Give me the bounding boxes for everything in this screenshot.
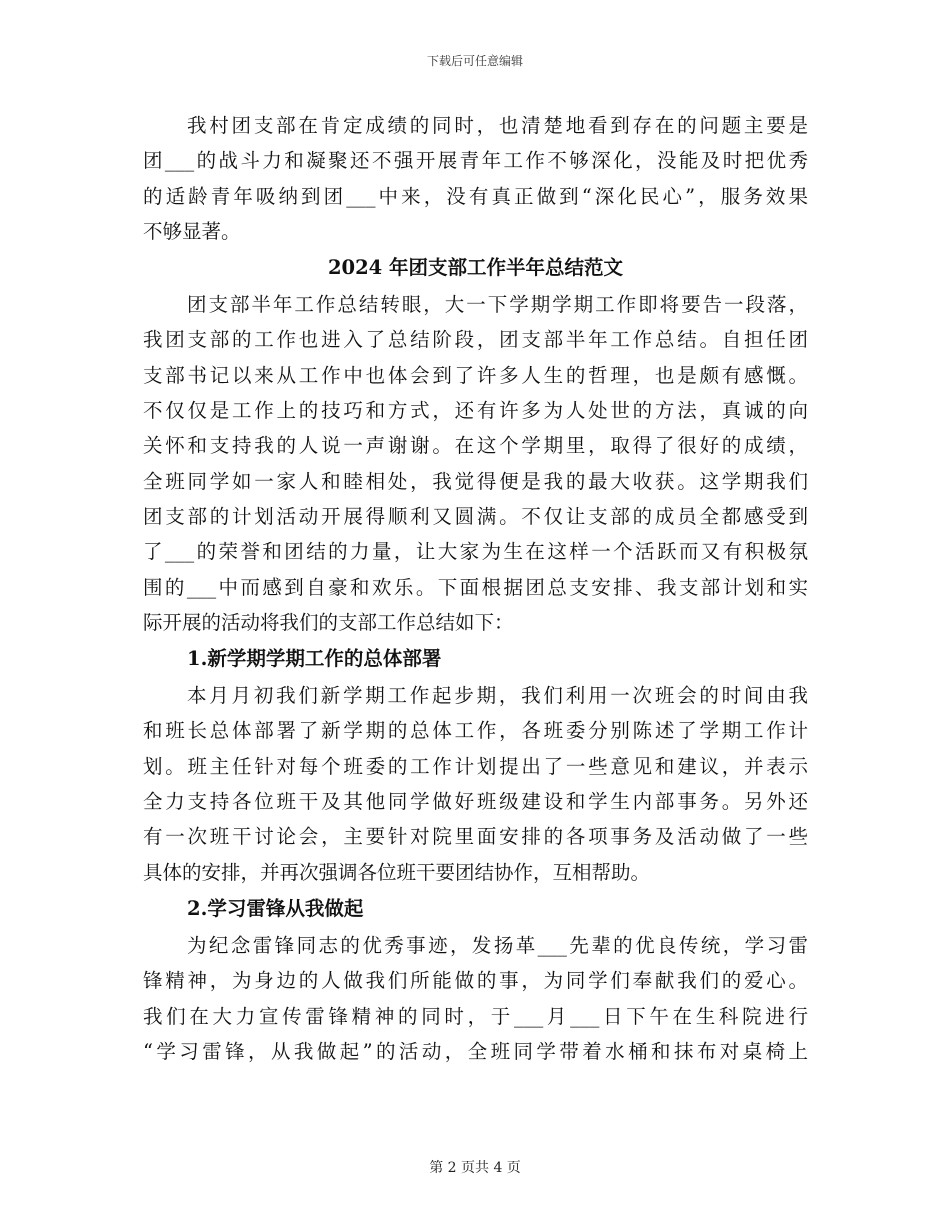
section-heading-2: 2.学习雷锋从我做起	[187, 896, 364, 920]
text-line: 不仅仅是工作上的技巧和方式，还有许多为人处世的方法，真诚的向	[143, 399, 808, 423]
text-line: 支部书记以来从工作中也体会到了许多人生的哲理，也是颇有感慨。	[143, 363, 808, 387]
text-line: 我们在大力宣传雷锋精神的同时，于___月___日下午在生科院进行	[143, 1004, 808, 1028]
paragraph-section-2	[143, 928, 808, 1069]
section-heading-1: 1.新学期学期工作的总体部署	[187, 647, 442, 671]
text-line: 围的___中而感到自豪和欢乐。下面根据团总支安排、我支部计划和实	[143, 575, 808, 599]
text-line: 和班长总体部署了新学期的总体工作，各班委分别陈述了学期工作计	[143, 719, 808, 743]
text-line: 全班同学如一家人和睦相处，我觉得便是我的最大收获。这学期我们	[143, 469, 808, 493]
text-line: 我团支部的工作也进入了总结阶段，团支部半年工作总结。自担任团	[143, 328, 808, 352]
paragraph-summary	[143, 287, 808, 640]
text-line: “学习雷锋，从我做起”的活动，全班同学带着水桶和抹布对桌椅上	[143, 1039, 808, 1063]
text-line: 本月月初我们新学期工作起步期，我们利用一次班会的时间由我	[187, 684, 808, 708]
text-line: 的适龄青年吸纳到团___中来，没有真正做到“深化民心”，服务效果	[143, 184, 808, 208]
text-line: 有一次班干讨论会，主要针对院里面安排的各项事务及活动做了一些	[143, 825, 808, 849]
document-body	[143, 108, 808, 1069]
text-line: 团___的战斗力和凝聚还不强开展青年工作不够深化，没能及时把优秀	[143, 149, 808, 173]
text-line: 划。班主任针对每个班委的工作计划提出了一些意见和建议，并表示	[143, 754, 808, 778]
page-footer: 第 2 页共 4 页	[429, 1160, 521, 1176]
text-line: 不够显著。	[143, 219, 241, 243]
text-line: 我村团支部在肯定成绩的同时，也清楚地看到存在的问题主要是	[187, 114, 808, 137]
text-line: 关怀和支持我的人说一声谢谢。在这个学期里，取得了很好的成绩，	[143, 434, 808, 458]
page-header: 下载后可任意编辑	[426, 54, 523, 68]
text-line: 团支部半年工作总结转眼，大一下学期学期工作即将要告一段落，	[187, 293, 808, 317]
text-line: 全力支持各位班干及其他同学做好班级建设和学生内部事务。另外还	[143, 790, 808, 814]
paragraph-intro	[143, 108, 808, 249]
text-line: 团支部的计划活动开展得顺利又圆满。不仅让支部的成员全都感受到	[143, 504, 808, 528]
text-line: 了___的荣誉和团结的力量，让大家为生在这样一个活跃而又有积极氛	[143, 540, 808, 564]
text-line: 际开展的活动将我们的支部工作总结如下：	[143, 610, 514, 634]
text-line: 为纪念雷锋同志的优秀事迹，发扬革___先辈的优良传统，学习雷	[187, 933, 808, 957]
text-line: 锋精神，为身边的人做我们所能做的事，为同学们奉献我们的爱心。	[143, 969, 808, 993]
document-title: 2024 年团支部工作半年总结范文	[327, 256, 624, 280]
text-line: 具体的安排，并再次强调各位班干要团结协作，互相帮助。	[143, 860, 651, 884]
paragraph-section-1	[143, 678, 808, 890]
